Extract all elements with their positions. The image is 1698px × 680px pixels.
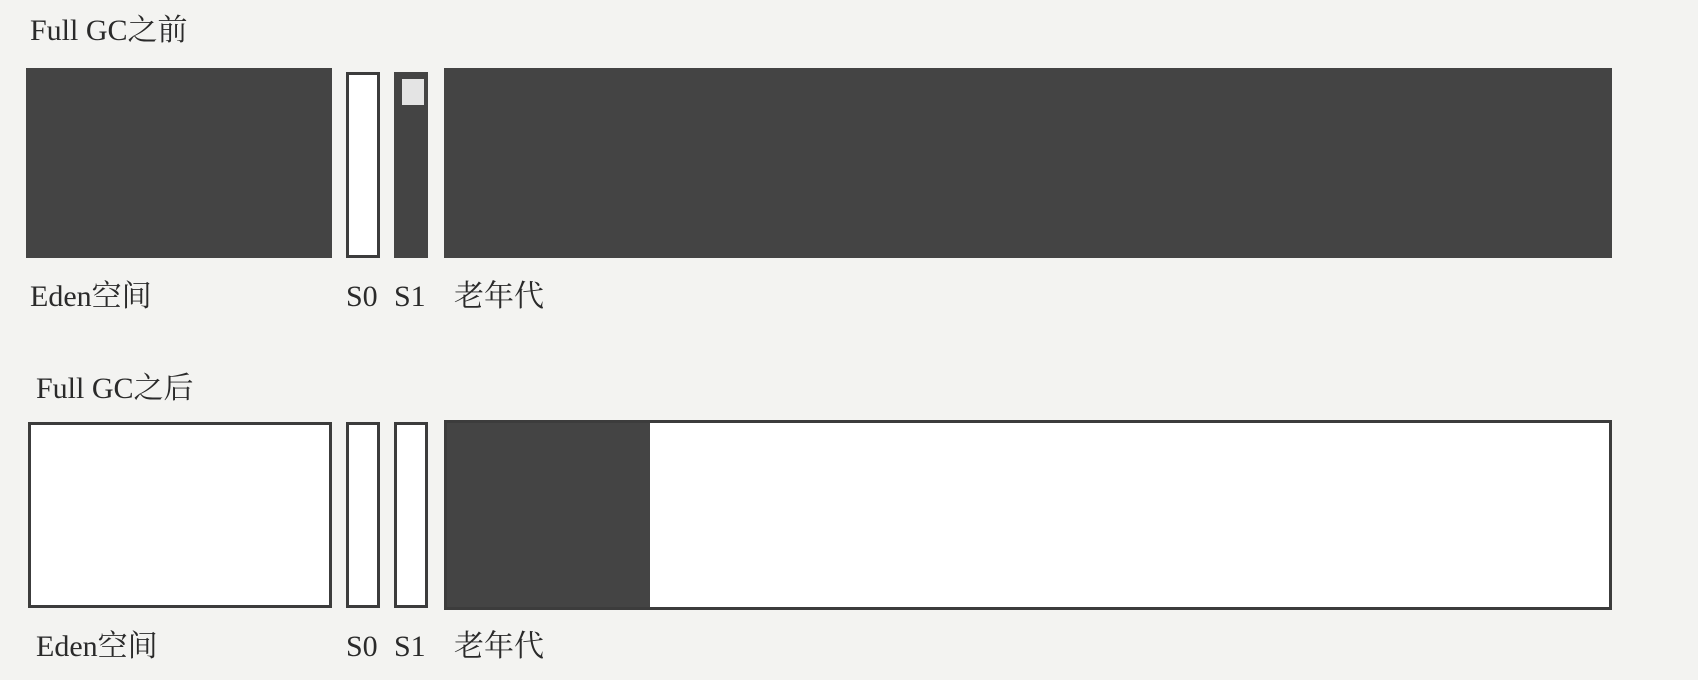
after-eden-label: Eden空间 — [36, 630, 158, 663]
before-old-gen-label: 老年代 — [454, 280, 544, 313]
before-s0-label: S0 — [346, 280, 378, 313]
before-s0-block — [346, 72, 380, 258]
before-title: Full GC之前 — [30, 14, 188, 47]
after-old-gen-label: 老年代 — [454, 630, 544, 663]
before-s1-free-space — [402, 79, 424, 105]
after-eden-block — [28, 422, 332, 608]
after-title: Full GC之后 — [36, 372, 194, 405]
after-s0-label: S0 — [346, 630, 378, 663]
before-eden-label: Eden空间 — [30, 280, 152, 313]
after-s1-label: S1 — [394, 630, 426, 663]
before-s1-block — [394, 72, 428, 258]
after-old-gen-used-fill — [447, 423, 650, 607]
after-s1-block — [394, 422, 428, 608]
after-old-gen-block — [444, 420, 1612, 610]
before-s1-label: S1 — [394, 280, 426, 313]
before-old-gen-block — [444, 68, 1612, 258]
before-eden-block — [26, 68, 332, 258]
after-s0-block — [346, 422, 380, 608]
